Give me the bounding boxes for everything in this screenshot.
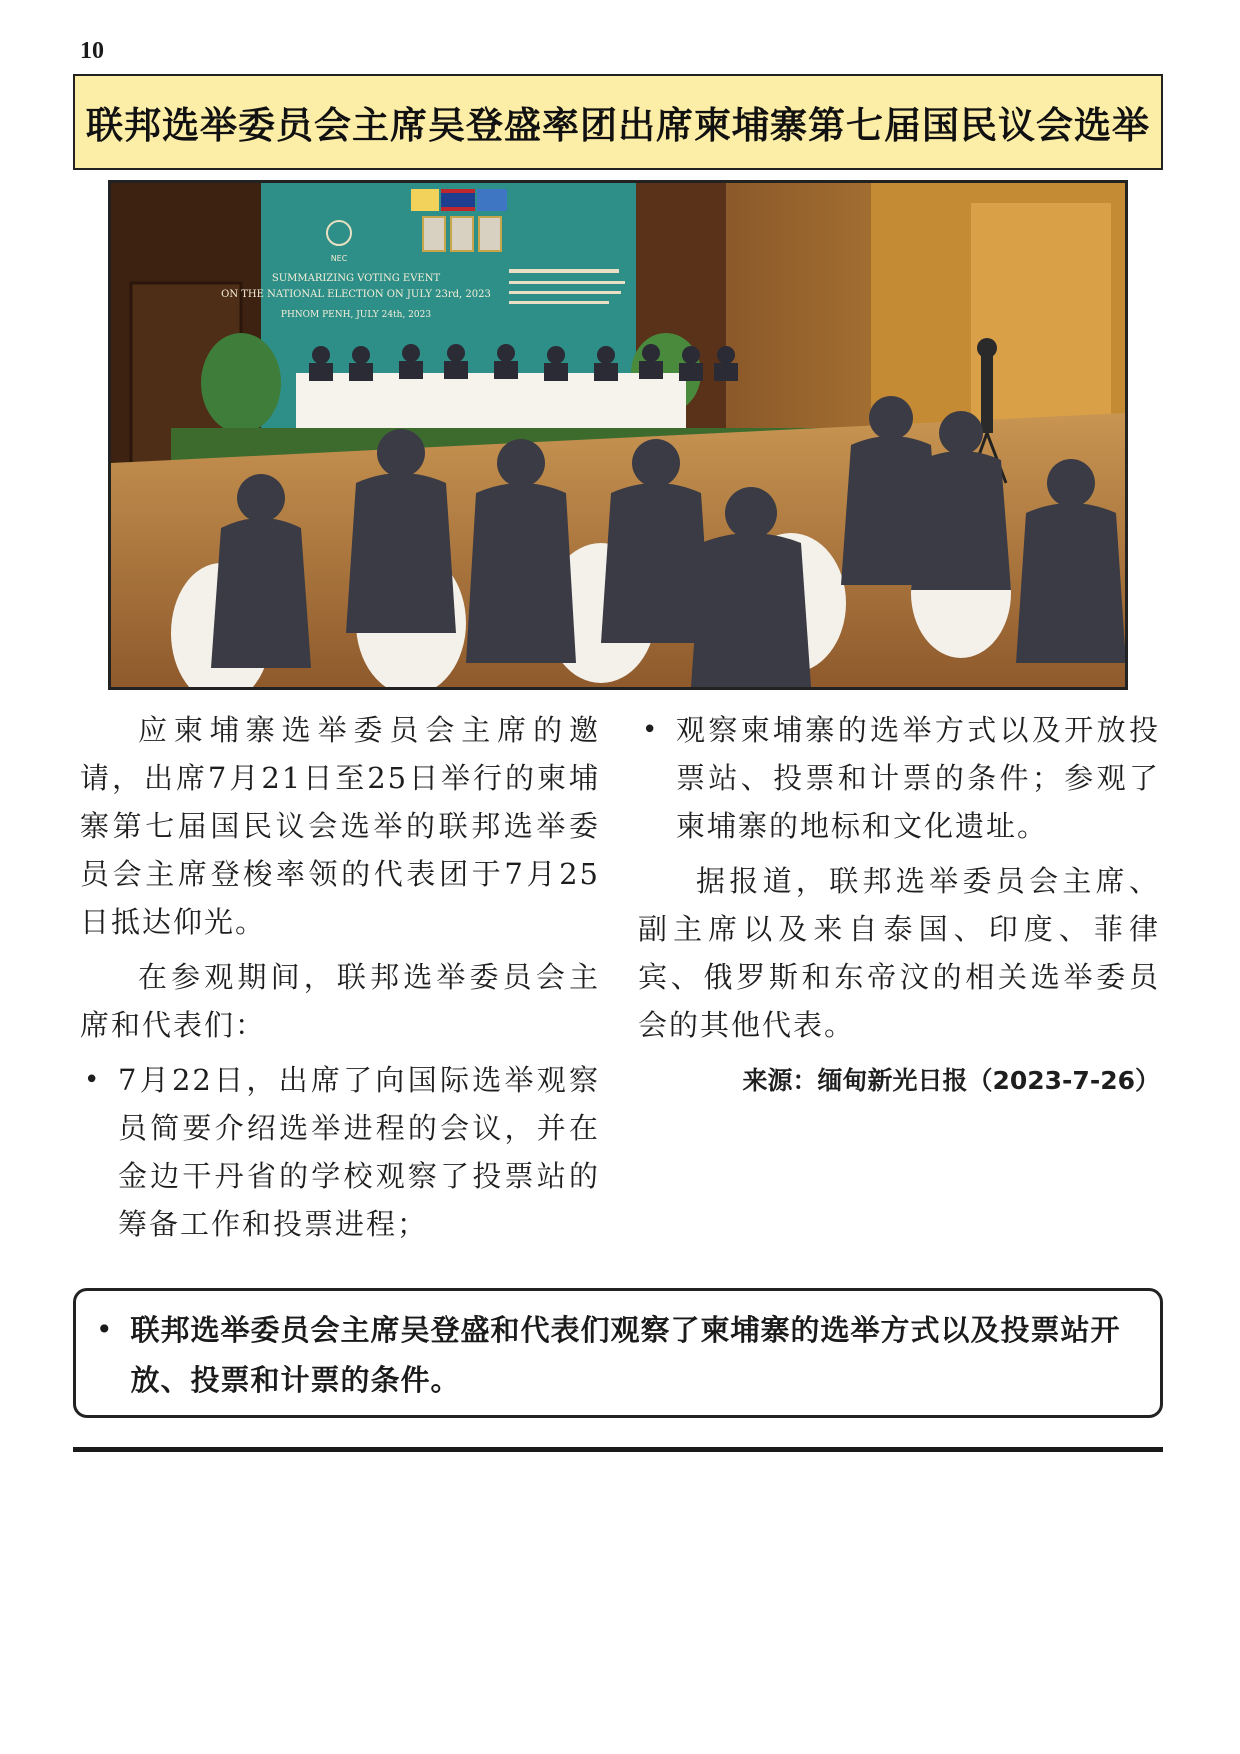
right-column [638, 706, 1160, 1105]
title-banner [73, 74, 1163, 170]
backdrop-line-1: SUMMARIZING VOTING EVENT [271, 273, 441, 284]
event-photo [108, 180, 1128, 690]
bottom-divider [73, 1447, 1163, 1452]
event-photo-illustration [111, 183, 1125, 687]
bullet-icon: • [96, 1313, 113, 1346]
page-title: 联邦选举委员会主席吴登盛率团出席柬埔寨第七届国民议会选举 [86, 104, 1150, 147]
backdrop-line-2: ON THE NATIONAL ELECTION ON JULY 23rd, 2023 [221, 289, 491, 300]
nec-logo-text: NEC [330, 254, 348, 263]
intro-paragraph: 应柬埔寨选举委员会主席的邀请，出席7月21日至25日举行的柬埔寨第七届国民议会选举的联邦选举委员会主席登梭率领的代表团于7月25日抵达仰光。 [80, 713, 600, 939]
summary-text: 联邦选举委员会主席吴登盛和代表们观察了柬埔寨的选举方式以及投票站开放、投票和计票的条件。 [130, 1313, 1121, 1397]
activity-list-continued [638, 706, 1160, 850]
bullet-icon: • [84, 1065, 102, 1095]
stage-table [296, 373, 686, 428]
summary-box [73, 1288, 1163, 1418]
source-citation: 来源：缅甸新光日报（2023-7-26） [742, 1066, 1160, 1095]
list-item-text: 观察柬埔寨的选举方式以及开放投票站、投票和计票的条件；参观了柬埔寨的地标和文化遗址。 [676, 713, 1160, 843]
activity-list [80, 1056, 600, 1248]
bullet-icon: • [642, 715, 660, 745]
list-item [80, 1056, 600, 1248]
report-paragraph: 据报道，联邦选举委员会主席、副主席以及来自泰国、印度、菲律宾、俄罗斯和东帝汶的相关选举委员会的其他代表。 [638, 864, 1160, 1042]
visit-paragraph: 在参观期间，联邦选举委员会主席和代表们： [80, 960, 600, 1042]
list-item-text: 7月22日，出席了向国际选举观察员简要介绍选举进程的会议，并在金边干丹省的学校观察了投票站的筹备工作和投票进程； [118, 1063, 600, 1241]
page-number: 10 [80, 38, 104, 64]
list-item [638, 706, 1160, 850]
backdrop-line-3: PHNOM PENH, JULY 24th, 2023 [280, 310, 432, 320]
left-column [80, 706, 600, 1255]
